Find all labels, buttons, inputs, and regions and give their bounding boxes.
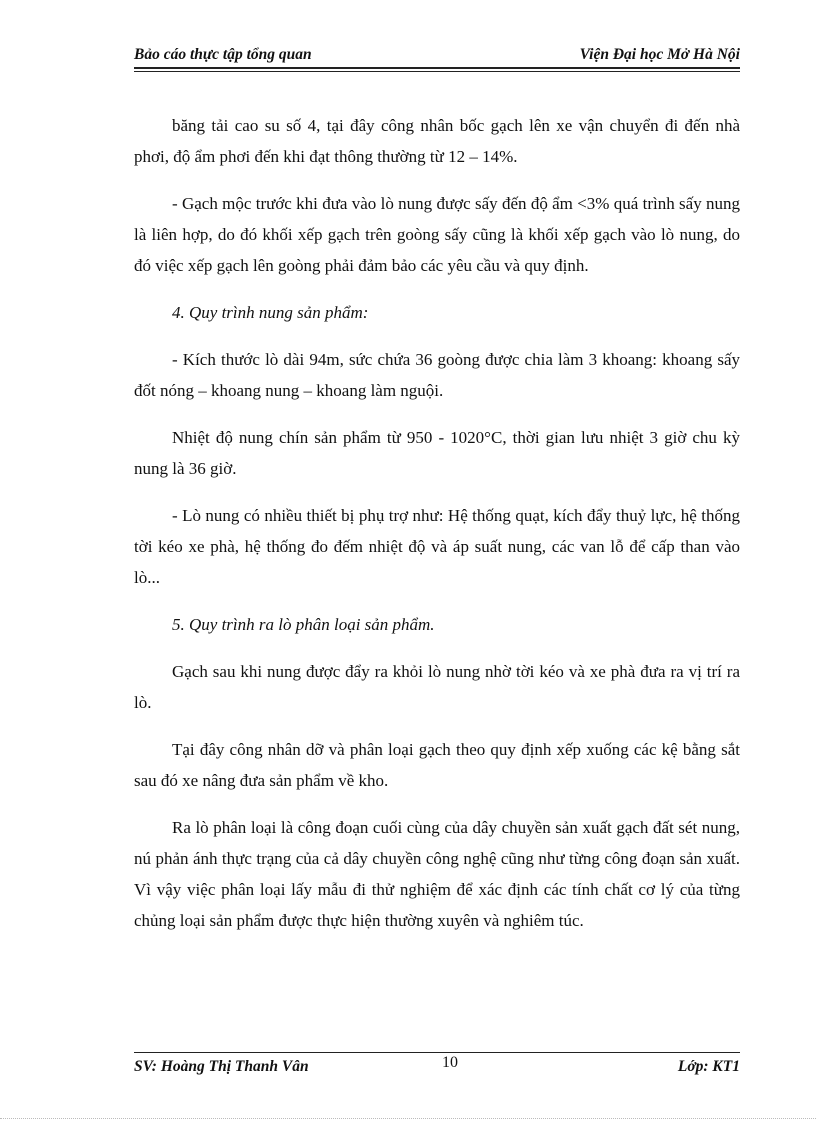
section-heading: 5. Quy trình ra lò phân loại sản phẩm. (172, 615, 435, 634)
page-header (134, 44, 740, 66)
paragraph: Nhiệt độ nung chín sản phẩm từ 950 - 1020°C, thời gian lưu nhiệt 3 giờ chu kỳ nung là 36 giờ. (134, 428, 740, 478)
footer-student-name: SV: Hoàng Thị Thanh Vân (134, 1058, 309, 1075)
paragraph: Ra lò phân loại là công đoạn cuối cùng của dây chuyền sản xuất gạch đất sét nung, nú phản ánh thực trạng của cả dây chuyền công nghệ cũng như từng công đoạn sản xuất. Vì vậy việc phân loại lấy mẫu đi thử nghiệm để xác định các tính chất cơ lý của từng chủng loại sản phẩm được thực hiện thường xuyên và nghiêm túc. (134, 818, 740, 930)
paragraph: - Lò nung có nhiều thiết bị phụ trợ như: Hệ thống quạt, kích đẩy thuỷ lực, hệ thống tời kéo xe phà, hệ thống đo đếm nhiệt độ và áp suất nung, các van lỗ để cấp than vào lò... (134, 506, 740, 587)
page-edge (0, 1118, 816, 1119)
footer-rule (134, 1052, 740, 1053)
paragraph: Gạch sau khi nung được đẩy ra khỏi lò nung nhờ tời kéo và xe phà đưa ra vị trí ra lò. (134, 662, 740, 712)
paragraph: - Kích thước lò dài 94m, sức chứa 36 goòng được chia làm 3 khoang: khoang sấy đốt nóng – khoang nung – khoang làm nguội. (134, 350, 740, 400)
header-rule (134, 67, 740, 69)
paragraph: băng tải cao su số 4, tại đây công nhân bốc gạch lên xe vận chuyển đi đến nhà phơi, độ ẩm phơi đến khi đạt thông thường từ 12 – 14%. (134, 116, 740, 166)
page-number: 10 (442, 1054, 458, 1071)
page-footer (134, 1056, 740, 1078)
section-heading: 4. Quy trình nung sản phẩm: (172, 303, 369, 322)
header-institution: Viện Đại học Mở Hà Nội (579, 46, 740, 63)
header-report-title: Bảo cáo thực tập tổng quan (134, 46, 312, 63)
body-text (134, 110, 740, 952)
header-rule-thin (134, 71, 740, 72)
paragraph: - Gạch mộc trước khi đưa vào lò nung được sấy đến độ ẩm <3% quá trình sấy nung là liên hợp, do đó khối xếp gạch trên goòng sấy cũng là khối xếp gạch vào lò nung, do đó việc xếp gạch lên goòng phải đảm bảo các yêu cầu và quy định. (134, 194, 740, 275)
paragraph: Tại đây công nhân dỡ và phân loại gạch theo quy định xếp xuống các kệ bằng sắt sau đó xe nâng đưa sản phẩm về kho. (134, 740, 740, 790)
footer-class: Lớp: KT1 (677, 1058, 740, 1075)
